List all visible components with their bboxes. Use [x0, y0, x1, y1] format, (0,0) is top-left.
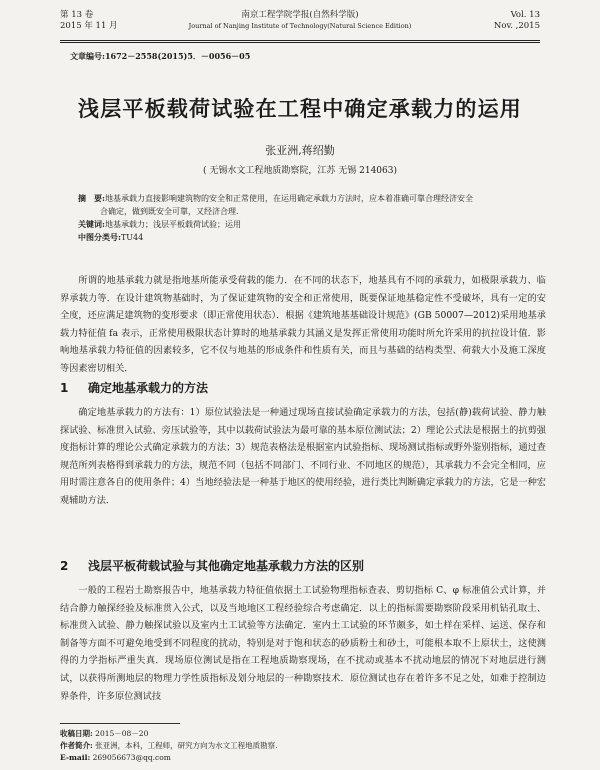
author-email — [60, 752, 278, 764]
abstract-line-1 — [78, 192, 518, 205]
section-2-text: 一般的工程岩土勘察报告中，地基承载力特征值依据土工试验物理指标查表、剪切指标 C、φ 标准值公式计算，并结合静力触探经验及标准贯入公式，以及当地地区工程经验综合考虑确定．以上的指标需要勘察阶段采用机钻孔取土、标准贯入试验、静力触探试验以及室内土工试验等方法确定．室内土工试验的环节颇多，如土样在采样、运送、保存和制备等方面不可避免地受到不同程度的扰动，特别是对于饱和状态的砂质粉土和砂土，可能根本取不上原状土，这使测得的力学指标严重失真．现场原位测试是指在工程地质勘察现场，在不扰动或基本不扰动地层的情况下对地层进行测试，以获得所测地层的物理力学性质指标及划分地层的一种勘察技术．原位测试也存在着许多不足之处，如难于控制边界条件，许多原位测试技 — [60, 585, 546, 702]
header-rule-thin — [60, 42, 540, 43]
section-1-body — [60, 404, 546, 510]
footnote-rule — [60, 723, 180, 724]
volume-cn: 第 13 卷 — [60, 10, 94, 20]
affiliation: ( 无锡水文工程地质勘察院，江苏 无锡 214063) — [203, 166, 397, 176]
article-number: 文章编号:1672－2558(2015)5．－0056－05 — [70, 51, 251, 61]
author-bio — [60, 740, 278, 752]
volume-en: Vol. 13 — [510, 10, 540, 20]
section-2-title: 浅层平板荷载试验与其他确定地基承载力方法的区别 — [88, 559, 365, 573]
section-1-number: 1 — [60, 381, 69, 395]
clc-label: 中图分类号: — [78, 232, 121, 242]
header-center — [60, 10, 540, 32]
abstract-line-2: 合确定，做到既安全可靠，又经济合理. — [100, 207, 239, 216]
abstract-label: 摘 要: — [78, 193, 105, 203]
header-right — [494, 10, 540, 32]
date-en: Nov. ,2015 — [493, 21, 540, 31]
section-1-heading — [60, 379, 208, 396]
received-label: 收稿日期: — [60, 729, 93, 738]
date-cn: 2015 年 11 月 — [60, 21, 118, 31]
section-2-number: 2 — [60, 559, 69, 573]
clc-number — [78, 231, 518, 244]
section-1-title: 确定地基承载力的方法 — [88, 381, 209, 395]
received-date — [60, 728, 278, 740]
keywords — [78, 218, 518, 231]
email-label: E-mail: — [60, 753, 91, 762]
footnote — [60, 728, 278, 764]
keywords-text: 地基承载力；浅层平板载荷试验；运用 — [104, 220, 241, 229]
keywords-label: 关键词: — [78, 219, 105, 229]
clc-text: TU44 — [120, 233, 144, 242]
header-rule — [60, 40, 540, 41]
journal-name-en: Journal of Nanjing Institute of Technology(Natural Science Edition) — [188, 22, 412, 30]
abstract-text-1: 地基承载力直接影响建筑物的安全和正常使用，在运用确定承载力方法时，应本着准确可靠合理经济安全 — [104, 194, 473, 203]
author-bio-text: 张亚洲，本科，工程师，研究方向为水文工程地质勘察. — [95, 741, 278, 750]
section-2-body — [60, 582, 546, 705]
author-bio-label: 作者简介: — [60, 741, 93, 750]
paper-title: 浅层平板载荷试验在工程中确定承载力的运用 — [78, 97, 522, 121]
abstract-block — [78, 192, 518, 244]
authors: 张亚洲,蒋绍勤 — [265, 144, 335, 157]
running-header — [60, 10, 540, 40]
intro-paragraph — [60, 272, 546, 378]
received-value: 2015－08－20 — [95, 729, 149, 738]
intro-text: 所谓的地基承载力就是指地基所能承受荷载的能力．在不同的状态下，地基具有不同的承载力，如极限承载力、临界承载力等．在设计建筑物基础时，为了保证建筑物的安全和正常使用，既要保证地基稳定性不受破坏，具有一定的安全度，还应满足建筑物的变形要求（即正常使用状态）．根据《建筑地基基础设计规范》(GB 50007—2012)采用地基承载力特征值 fa 表示，正常使用极限状态计算时的地基承载力其涵义是发挥正常使用功能时所允许采用的抗拉设计值．影响地基承载力特征值的因素较多，它不仅与地基的形成条件和性质有关，而且与基础的结构类型、荷载大小及施工深度等因素密切相关． — [60, 275, 546, 374]
email-value: 269056673@qq.com — [92, 753, 171, 762]
journal-name-cn: 南京工程学院学报(自然科学版) — [241, 10, 359, 20]
section-2-heading — [60, 557, 364, 574]
section-1-text: 确定地基承载力的方法有：1）原位试验法是一种通过现场直接试验确定承载力的方法，包括(静)载荷试验、静力触探试验、标准贯入试验、旁压试验等，其中以载荷试验法为最可靠的基本原位测试法；2）理论公式法是根据土的抗剪强度指标计算的理论公式确定承载力的方法；3）规范表格法是根据室内试验指标、现场测试指标或野外鉴别指标，通过查规范所列表格得到承载力的方法，规范不同（包括不同部门、不同行业、不同地区的规范），其承载力不会完全相同，应用时需注意各自的使用条件；4）当地经验法是一种基于地区的使用经验，进行类比判断确定承载力的方法，它是一种宏观辅助方法． — [60, 407, 546, 506]
